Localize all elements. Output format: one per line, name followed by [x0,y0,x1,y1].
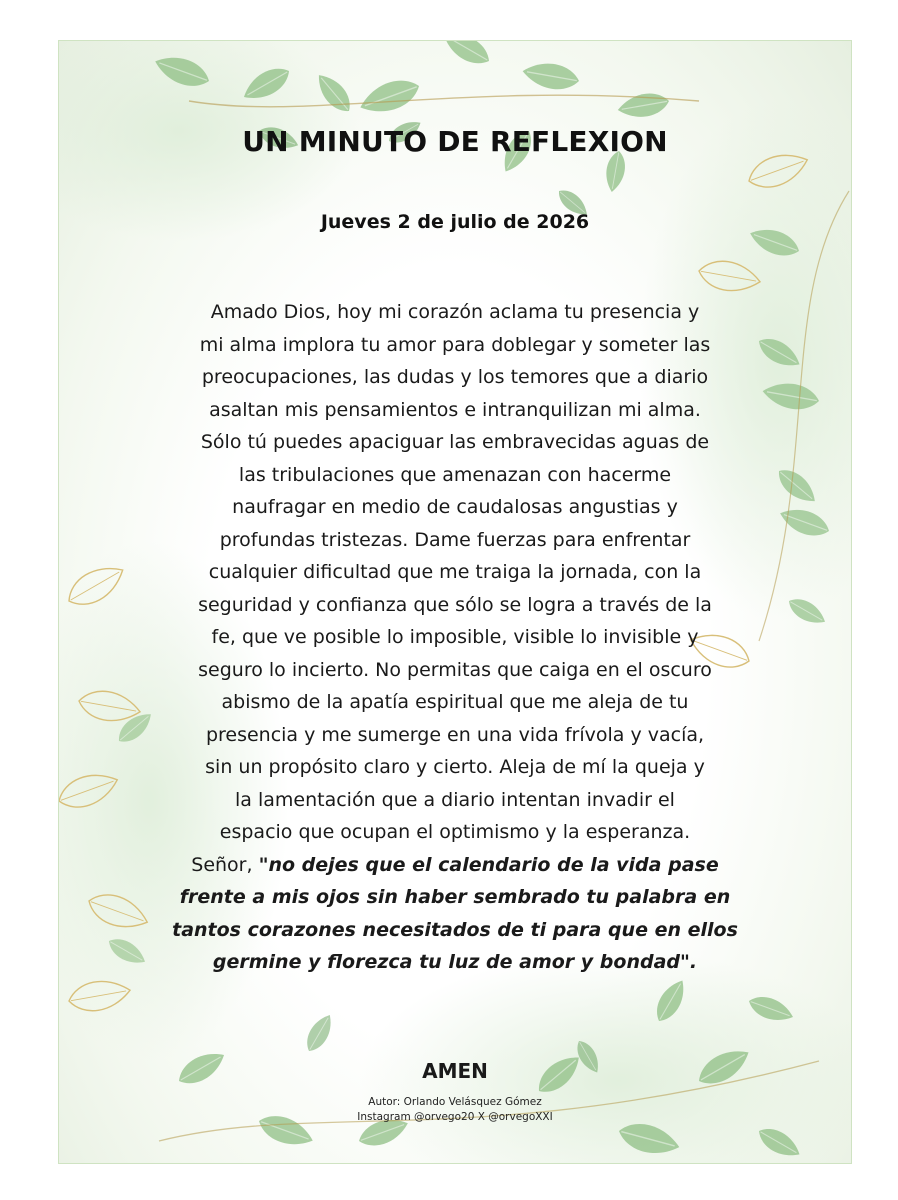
quote-intro: Señor, [191,853,259,876]
page-frame [58,40,852,1164]
body-line: mi alma implora tu amor para doblegar y someter las [199,333,711,356]
author-name: Autor: Orlando Velásquez Gómez [368,1096,542,1108]
body-line: cualquier dificultad que me traiga la jornada, con la [208,561,702,583]
social-handles: Instagram @orvego20 X @orvegoXXI [357,1111,553,1123]
body-line: naufragar en medio de caudalosas angustias y [232,496,678,518]
reflection-card [59,41,851,1163]
body-line: presencia y me sumerge en una vida frívola y vacía, [205,723,705,746]
body-line: Amado Dios, hoy mi corazón aclama tu presencia y [210,301,700,323]
quote-line [131,849,779,882]
body-line: profundas tristezas. Dame fuerzas para enfrentar [219,528,691,551]
author-credit [59,1095,851,1125]
closing-amen: AMEN [422,1059,488,1083]
body-line: sin un propósito claro y cierto. Aleja de mí la queja y [205,756,705,778]
body-line: fe, que ve posible lo imposible, visible lo invisible y [211,626,699,648]
body-line: las tribulaciones que amenazan con hacerme [238,463,672,486]
page-title: UN MINUTO DE REFLEXION [242,125,668,158]
body-line: seguro lo incierto. No permitas que caiga en el oscuro [198,658,712,681]
body-line: seguridad y confianza que sólo se logra a través de la [198,593,712,616]
body-line: asaltan mis pensamientos e intranquilizan mi alma. [209,398,701,421]
quote-text: "no dejes que el calendario de la vida pase [258,853,719,876]
quote-line: germine y florezca tu luz de amor y bondad". [212,951,698,973]
body-line: Sólo tú puedes apaciguar las embravecidas aguas de [200,431,710,453]
body-line: espacio que ocupan el optimismo y la esperanza. [219,821,691,843]
body-line: preocupaciones, las dudas y los temores que a diario [201,366,709,388]
quote-line: frente a mis ojos sin haber sembrado tu palabra en [179,886,731,908]
body-line: abismo de la apatía espiritual que me aleja de tu [221,691,689,713]
body-line: la lamentación que a diario intentan invadir el [235,788,675,811]
reflection-body [131,296,779,979]
quote-line: tantos corazones necesitados de ti para que en ellos [172,918,738,941]
date-heading: Jueves 2 de julio de 2026 [320,211,590,233]
